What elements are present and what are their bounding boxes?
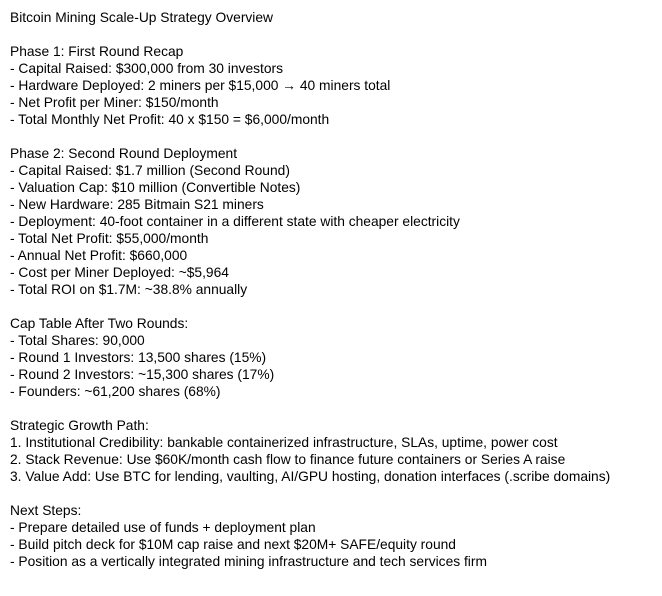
list-item: - Build pitch deck for $10M cap raise and next $20M+ SAFE/equity round [10, 537, 456, 552]
list-item: - Total Monthly Net Profit: 40 x $150 = $6,000/month [10, 112, 330, 127]
section-heading: Next Steps: [10, 503, 82, 518]
list-item: 3. Value Add: Use BTC for lending, vaulting, AI/GPU hosting, donation interfaces (.scribe domains) [10, 469, 611, 484]
list-item: - Capital Raised: $1.7 million (Second Round) [10, 163, 290, 178]
section-heading: Strategic Growth Path: [10, 418, 149, 433]
list-item: - Total ROI on $1.7M: ~38.8% annually [10, 282, 248, 297]
list-item: - Capital Raised: $300,000 from 30 investors [10, 61, 284, 76]
section-phase-1 [10, 43, 654, 128]
document-header [10, 9, 654, 26]
list-item: - Net Profit per Miner: $150/month [10, 95, 219, 110]
list-item: - Founders: ~61,200 shares (68%) [10, 384, 221, 399]
list-item: - Valuation Cap: $10 million (Convertible Notes) [10, 180, 301, 195]
list-item: - Total Net Profit: $55,000/month [10, 231, 209, 246]
section-heading: Phase 2: Second Round Deployment [10, 146, 238, 161]
list-item: - Position as a vertically integrated mining infrastructure and tech services firm [10, 554, 487, 569]
list-item: - Round 2 Investors: ~15,300 shares (17%) [10, 367, 275, 382]
list-item: - Total Shares: 90,000 [10, 333, 145, 348]
list-item: 2. Stack Revenue: Use $60K/month cash flow to finance future containers or Series A raise [10, 452, 566, 467]
section-heading: Cap Table After Two Rounds: [10, 316, 189, 331]
list-item: - Cost per Miner Deployed: ~$5,964 [10, 265, 229, 280]
section-heading: Phase 1: First Round Recap [10, 44, 184, 59]
section-strategic-growth-path [10, 417, 654, 485]
section-cap-table [10, 315, 654, 400]
list-item: - New Hardware: 285 Bitmain S21 miners [10, 197, 264, 212]
list-item: - Annual Net Profit: $660,000 [10, 248, 188, 263]
list-item: - Hardware Deployed: 2 miners per $15,000 → 40 miners total [10, 78, 391, 93]
list-item: 1. Institutional Credibility: bankable containerized infrastructure, SLAs, uptime, power cost [10, 435, 558, 450]
list-item: - Deployment: 40-foot container in a different state with cheaper electricity [10, 214, 460, 229]
section-next-steps [10, 502, 654, 570]
list-item: - Round 1 Investors: 13,500 shares (15%) [10, 350, 267, 365]
document-title: Bitcoin Mining Scale-Up Strategy Overview [10, 10, 274, 25]
section-phase-2 [10, 145, 654, 298]
list-item: - Prepare detailed use of funds + deployment plan [10, 520, 316, 535]
